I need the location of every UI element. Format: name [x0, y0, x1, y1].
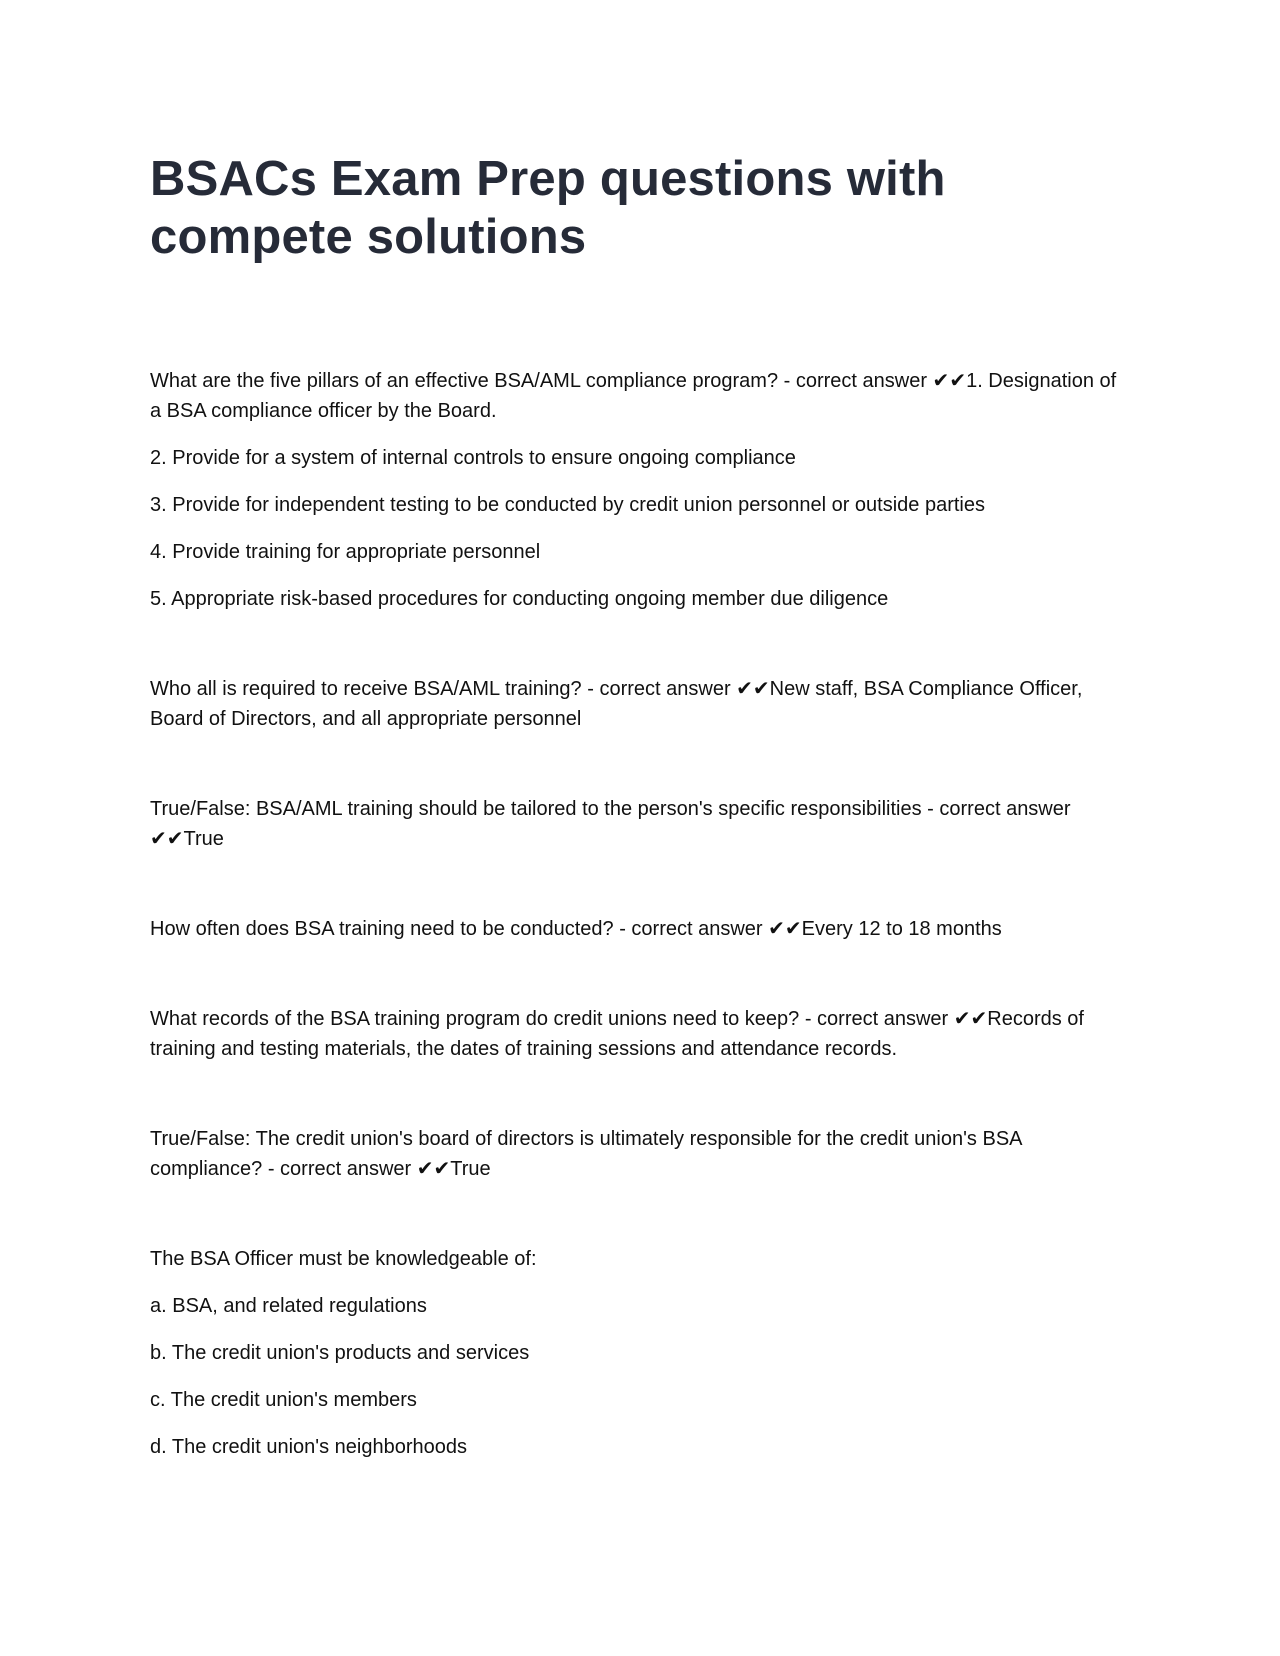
qa-block-2	[150, 674, 1130, 734]
paragraph: 2. Provide for a system of internal controls to ensure ongoing compliance	[150, 447, 796, 469]
qa-block-5	[150, 1004, 1130, 1064]
paragraph: How often does BSA training need to be conducted? - correct answer ✔✔Every 12 to 18 months	[150, 918, 1002, 940]
qa-block-6	[150, 1124, 1130, 1184]
qa-block-3	[150, 794, 1130, 854]
paragraph: True/False: BSA/AML training should be tailored to the person's specific responsibilities - correct answer ✔✔True	[150, 798, 1071, 850]
paragraph: 5. Appropriate risk-based procedures for conducting ongoing member due diligence	[150, 588, 889, 610]
qa-block-1	[150, 366, 1130, 614]
qa-block-7	[150, 1244, 1130, 1462]
paragraph: d. The credit union's neighborhoods	[150, 1436, 468, 1458]
paragraph: What are the five pillars of an effective BSA/AML compliance program? - correct answer ✔✔1. Designation of a BSA compliance officer by the Board.	[150, 370, 1117, 422]
paragraph: True/False: The credit union's board of directors is ultimately responsible for the credit union's BSA compliance? - correct answer ✔✔True	[150, 1128, 1022, 1180]
paragraph: c. The credit union's members	[150, 1389, 417, 1411]
paragraph: Who all is required to receive BSA/AML training? - correct answer ✔✔New staff, BSA Compliance Officer, Board of Directors, and all appropriate personnel	[150, 678, 1083, 730]
paragraph: 3. Provide for independent testing to be conducted by credit union personnel or outside parties	[150, 494, 985, 516]
paragraph: b. The credit union's products and services	[150, 1342, 530, 1364]
document-title: BSACs Exam Prep questions with compete solutions	[150, 152, 946, 264]
qa-block-4	[150, 914, 1130, 944]
paragraph: 4. Provide training for appropriate personnel	[150, 541, 541, 563]
document-page	[150, 150, 1130, 1479]
document-body	[150, 366, 1130, 1462]
paragraph: What records of the BSA training program do credit unions need to keep? - correct answer ✔✔Records of training and testing materials, the dates of training sessions and attendance records.	[150, 1008, 1084, 1060]
paragraph: The BSA Officer must be knowledgeable of:	[150, 1248, 537, 1270]
paragraph: a. BSA, and related regulations	[150, 1295, 427, 1317]
